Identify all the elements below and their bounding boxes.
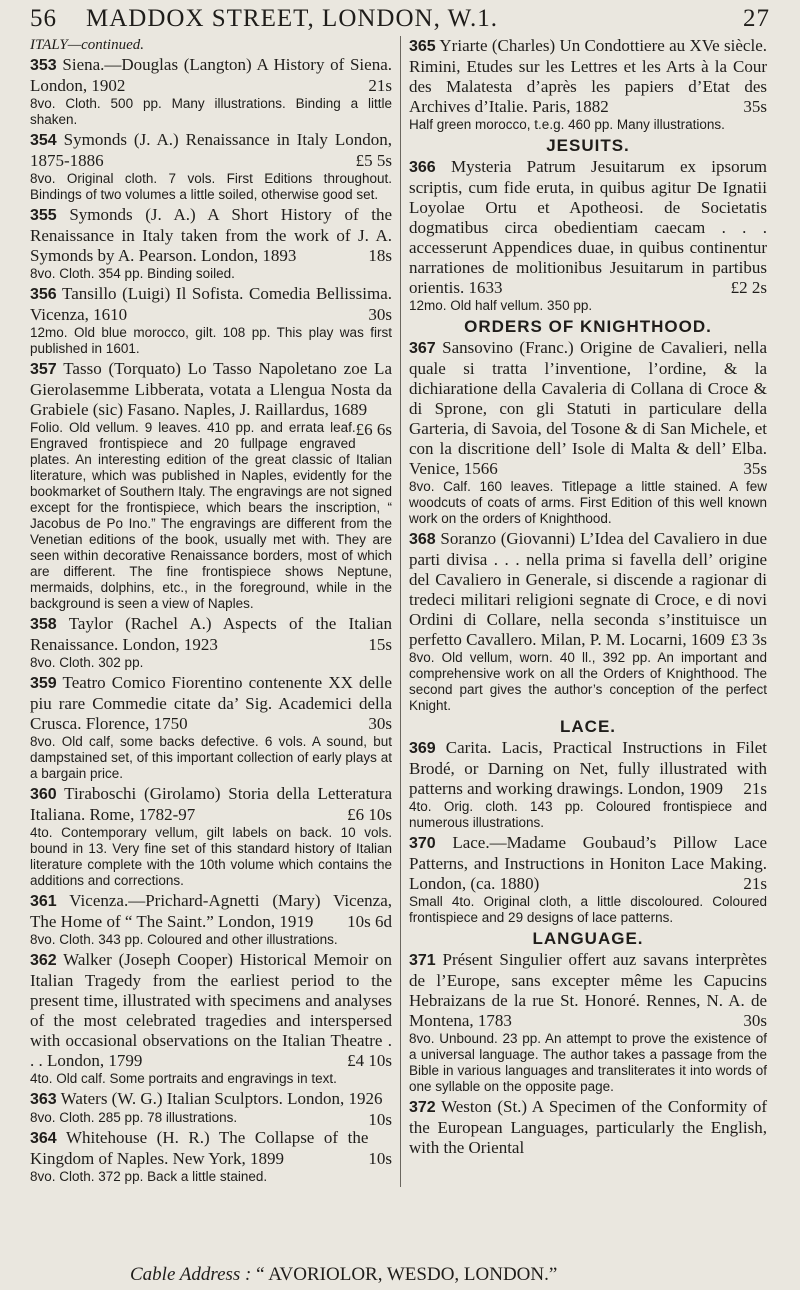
cable-address: “ AVORIOLOR, WESDO, LONDON.” bbox=[256, 1264, 558, 1285]
entry-heading bbox=[30, 284, 392, 325]
entry-title: Sansovino (Franc.) Origine de Cavalieri, nella quale si tratta l’inventione, l’ordine, & la dichiaratione della Cavaleria di Collana di Croce & di Sprone, con gli Statuti in particulare della Garteria, di Savoia, del Tosone & di San Michele, et con la discritione dell’ Isole di Malta & dell’ Elba. Venice, 1566 bbox=[409, 338, 768, 478]
columns bbox=[30, 36, 780, 1187]
entry-number: 357 bbox=[30, 361, 57, 378]
entry-price: 21s bbox=[743, 874, 767, 893]
entry-price: 18s bbox=[368, 246, 392, 265]
entry-number: 359 bbox=[30, 675, 57, 692]
entry-number: 365 bbox=[409, 38, 436, 55]
section-heading: ORDERS OF KNIGHTHOOD. bbox=[464, 317, 712, 336]
entry-title: Taylor (Rachel A.) Aspects of the Italian Renaissance. London, 1923 bbox=[30, 614, 392, 654]
entry-description: 8vo. Unbound. 23 pp. An attempt to prove the existence of a universal language. The author takes a passage from the Bible in various languages and transliterates it into words of one syllable on the opposite page. bbox=[409, 1031, 767, 1094]
catalogue-entry bbox=[409, 157, 767, 314]
entry-title: Carita. Lacis, Practical Instructions in Filet Brodé, or Darning on Net, fully illustrated with patterns and working drawings. London, 1909 bbox=[409, 738, 768, 798]
section-heading: JESUITS. bbox=[546, 136, 630, 155]
catalogue-entry bbox=[30, 205, 392, 282]
entry-description: 12mo. Old half vellum. 350 pp. bbox=[409, 298, 593, 313]
entry-number: 364 bbox=[30, 1130, 57, 1147]
catalogue-entry bbox=[30, 130, 392, 203]
entry-price: 15s bbox=[368, 635, 392, 654]
entry-number: 367 bbox=[409, 340, 436, 357]
entry-heading bbox=[30, 205, 392, 266]
cable-address-footer bbox=[130, 1264, 557, 1286]
entry-heading bbox=[30, 359, 392, 439]
catalogue-entry bbox=[409, 833, 767, 926]
entry-number: 362 bbox=[30, 952, 57, 969]
left-column bbox=[30, 36, 392, 1187]
entry-title: Tansillo (Luigi) Il Sofista. Comedia Bellissima. Vicenza, 1610 bbox=[30, 284, 392, 324]
header-left-number: 56 bbox=[30, 5, 57, 32]
catalogue-entry bbox=[30, 614, 392, 671]
entry-title: Siena.—Douglas (Langton) A History of Siena. London, 1902 bbox=[30, 55, 392, 95]
entry-title: Lace.—Madame Goubaud’s Pillow Lace Patterns, and Instructions in Honiton Lace Making. London, (ca. 1880) bbox=[409, 833, 768, 893]
running-header bbox=[30, 4, 780, 34]
catalogue-entry bbox=[30, 1089, 392, 1129]
entry-title: Waters (W. G.) Italian Sculptors. London, 1926 bbox=[60, 1089, 383, 1108]
catalogue-entry bbox=[409, 36, 767, 133]
entry-description: 8vo. Cloth. 354 pp. Binding soiled. bbox=[30, 266, 235, 281]
entry-number: 370 bbox=[409, 835, 436, 852]
entry-title: Weston (St.) A Specimen of the Conformity of the European Languages, particularly the English, with the Oriental bbox=[409, 1097, 767, 1157]
entry-price: £6 6s bbox=[355, 420, 392, 439]
entry-price: 30s bbox=[743, 1011, 767, 1030]
entry-heading bbox=[409, 950, 767, 1031]
section-heading: LANGUAGE. bbox=[532, 929, 644, 948]
entry-description: 12mo. Old blue morocco, gilt. 108 pp. This play was first published in 1601. bbox=[30, 325, 392, 356]
entry-title: Yriarte (Charles) Un Condottiere au XVe siècle. Rimini, Etudes sur les Lettres et les Arts à la Cour des Malatesta d’après les papiers d’Etat des Archives d’Italie. Paris, 1882 bbox=[409, 36, 767, 116]
entry-title: Teatro Comico Fiorentino contenente XX delle piu rare Commedie citate da’ Sig. Academici della Crusca. Florence, 1750 bbox=[30, 673, 392, 733]
entry-description: 4to. Contemporary vellum, gilt labels on back. 10 vols. bound in 13. Very fine set of this standard history of Italian literature complete with the 10th volume which contains the additions and corrections. bbox=[30, 825, 392, 888]
continued-heading: ITALY—continued. bbox=[30, 37, 145, 53]
entry-price: 30s bbox=[368, 714, 392, 733]
entry-number: 371 bbox=[409, 952, 436, 969]
entry-price: 10s bbox=[368, 1149, 392, 1168]
entry-heading bbox=[409, 738, 767, 799]
entry-description: 8vo. Cloth. 343 pp. Coloured and other illustrations. bbox=[30, 932, 338, 947]
entry-number: 360 bbox=[30, 786, 57, 803]
entry-number: 369 bbox=[409, 740, 436, 757]
entry-price: £5 5s bbox=[355, 151, 392, 170]
entry-title: Symonds (J. A.) Renaissance in Italy London, 1875-1886 bbox=[30, 130, 393, 170]
entry-heading bbox=[409, 833, 767, 894]
entry-price: 30s bbox=[368, 305, 392, 324]
entry-price: 35s bbox=[743, 459, 767, 478]
catalogue-entry bbox=[409, 738, 767, 831]
catalogue-entry bbox=[30, 950, 392, 1087]
entry-description: Folio. Old vellum. 9 leaves. 410 pp. and errata leaf. Engraved frontispiece and 20 fullpage engraved plates. An interesting edition of the great classic of Italian literature, which was published in Naples, evidently for the bookmarket of Southern Italy. The engravings are not signed except for the frontispiece, which bears the inscription, “ Jacobus de Po Ino.” The engravings are different from the Venetian editions of the book, usually met with. They are seen within decorative Renaissance borders, most of which are different. The fine frontispiece shows Neptune, mermaids, dolphins, etc., in the foreground, while in the background is seen a view of Naples. bbox=[30, 420, 392, 611]
entry-number: 368 bbox=[409, 531, 436, 548]
catalogue-entry bbox=[30, 359, 392, 612]
entry-price: 35s bbox=[743, 97, 767, 116]
entry-description: Small 4to. Original cloth, a little discoloured. Coloured frontispiece and 29 designs of lace patterns. bbox=[409, 894, 767, 925]
entry-number: 363 bbox=[30, 1091, 57, 1108]
entry-price: £2 2s bbox=[730, 278, 767, 297]
entry-description: 8vo. Cloth. 285 pp. 78 illustrations. bbox=[30, 1110, 238, 1125]
catalogue-entry bbox=[30, 55, 392, 128]
entry-number: 354 bbox=[30, 132, 57, 149]
entry-description: 8vo. Original cloth. 7 vols. First Editions throughout. Bindings of two volumes a little soiled, otherwise good set. bbox=[30, 171, 392, 202]
entry-title: Tasso (Torquato) Lo Tasso Napoletano zoe La Gierolasemme Libberata, votata a Llengua Nosta da Grabiele (sic) Fasano. Naples, J. Raillardus, 1689 bbox=[30, 359, 392, 419]
entry-heading bbox=[409, 529, 767, 650]
catalogue-entry bbox=[409, 1097, 767, 1158]
entry-title: Whitehouse (H. R.) The Collapse of the Kingdom of Naples. New York, 1899 bbox=[30, 1128, 369, 1168]
catalogue-entry bbox=[30, 891, 392, 948]
entry-number: 353 bbox=[30, 57, 57, 74]
entry-number: 361 bbox=[30, 893, 57, 910]
entry-heading bbox=[409, 157, 767, 298]
entry-title: Soranzo (Giovanni) L’Idea del Cavaliero in due parti divisa . . . nella prima si favella dell’ origine del Cavaliero in Generale, si discende a ragionar di tredeci militari religioni segnate di Croce, e di novi Ordini di Collare, nella seconda s’instituisce un perfetto Cavallero. Milan, P. M. Locarni, 1609 bbox=[409, 529, 768, 649]
entry-heading bbox=[409, 338, 767, 479]
entry-heading bbox=[409, 36, 767, 117]
entry-price: 21s bbox=[368, 76, 392, 95]
entry-description: 4to. Old calf. Some portraits and engravings in text. bbox=[30, 1071, 337, 1086]
entry-description: 8vo. Calf. 160 leaves. Titlepage a little stained. A few woodcuts of coats of arms. First Edition of this well known work on the orders of Knighthood. bbox=[409, 479, 767, 526]
entry-heading bbox=[409, 1097, 767, 1158]
entry-title: Mysteria Patrum Jesuitarum ex ipsorum scriptis, cum fide eruta, in quibus agitur De Ignatii Loyolae Ortu et Apotheosi. de Societatis dogmatibus circa obedientiam caecam . . . accesserunt Appendices duae, in quibus continentur narrationes de molitionibus Jesuitarum in partibus orientis. 1633 bbox=[409, 157, 767, 297]
entry-number: 366 bbox=[409, 159, 436, 176]
right-column bbox=[400, 36, 767, 1187]
entry-title: Tiraboschi (Girolamo) Storia della Letteratura Italiana. Rome, 1782-97 bbox=[30, 784, 392, 824]
entry-price: 10s 6d bbox=[347, 912, 392, 931]
entry-title: Présent Singulier offert auz savans interprètes de l’Europe, sans excepter même les Capucins Hebraizans de la rue St. Honoré. Rennes, N. A. de Montena, 1783 bbox=[409, 950, 768, 1030]
entry-title: Vicenza.—Prichard-Agnetti (Mary) Vicenza, The Home of “ The Saint.” London, 1919 bbox=[30, 891, 392, 931]
catalogue-entry bbox=[30, 284, 392, 357]
entry-description: 4to. Orig. cloth. 143 pp. Coloured frontispiece and numerous illustrations. bbox=[409, 799, 767, 830]
entry-heading bbox=[30, 950, 392, 1071]
entry-price: £3 3s bbox=[730, 630, 767, 649]
entry-heading bbox=[30, 55, 392, 96]
entry-heading bbox=[30, 130, 392, 171]
entry-heading bbox=[30, 614, 392, 655]
entry-heading bbox=[30, 784, 392, 825]
catalogue-entry bbox=[30, 1128, 392, 1185]
entry-description: 8vo. Cloth. 500 pp. Many illustrations. Binding a little shaken. bbox=[30, 96, 392, 127]
entry-description: 8vo. Cloth. 372 pp. Back a little stained. bbox=[30, 1169, 268, 1184]
catalogue-entry bbox=[30, 673, 392, 782]
cable-address-label: Cable Address : bbox=[130, 1264, 252, 1285]
entry-description: 8vo. Cloth. 302 pp. bbox=[30, 655, 144, 670]
header-address: MADDOX STREET, LONDON, W.1. bbox=[86, 5, 498, 32]
entry-title: Symonds (J. A.) A Short History of the Renaissance in Italy taken from the work of J. A. Symonds by A. Pearson. London, 1893 bbox=[30, 205, 392, 265]
entry-price: £4 10s bbox=[347, 1051, 392, 1070]
entry-number: 372 bbox=[409, 1099, 436, 1116]
entry-heading bbox=[30, 1128, 392, 1169]
entry-description: 8vo. Old calf, some backs defective. 6 vols. A sound, but dampstained set, of this important collection of early plays at a bargain price. bbox=[30, 734, 392, 781]
catalogue-entry bbox=[30, 784, 392, 889]
entry-heading bbox=[30, 891, 392, 932]
entry-price: £6 10s bbox=[347, 805, 392, 824]
catalogue-entry bbox=[409, 529, 767, 714]
entry-title: Walker (Joseph Cooper) Historical Memoir on Italian Tragedy from the earliest period to the present time, illustrated with specimens and analyses of the most celebrated tragedies and interspersed with occasional observations on the Italian Theatre . . . London, 1799 bbox=[30, 950, 393, 1070]
entry-number: 355 bbox=[30, 207, 57, 224]
catalogue-entry bbox=[409, 338, 767, 527]
entry-description: 8vo. Old vellum, worn. 40 ll., 392 pp. An important and comprehensive work on all the Orders of Knighthood. The second part gives the author’s conception of the perfect Knight. bbox=[409, 650, 767, 713]
entry-description: Half green morocco, t.e.g. 460 pp. Many illustrations. bbox=[409, 117, 725, 132]
catalogue-entry bbox=[409, 950, 767, 1095]
entry-number: 356 bbox=[30, 286, 57, 303]
entry-heading bbox=[30, 673, 392, 734]
entry-number: 358 bbox=[30, 616, 57, 633]
page-number: 27 bbox=[743, 5, 770, 32]
entry-price: 21s bbox=[743, 779, 767, 798]
entry-price: 10s bbox=[368, 1110, 392, 1129]
section-heading: LACE. bbox=[560, 717, 616, 736]
